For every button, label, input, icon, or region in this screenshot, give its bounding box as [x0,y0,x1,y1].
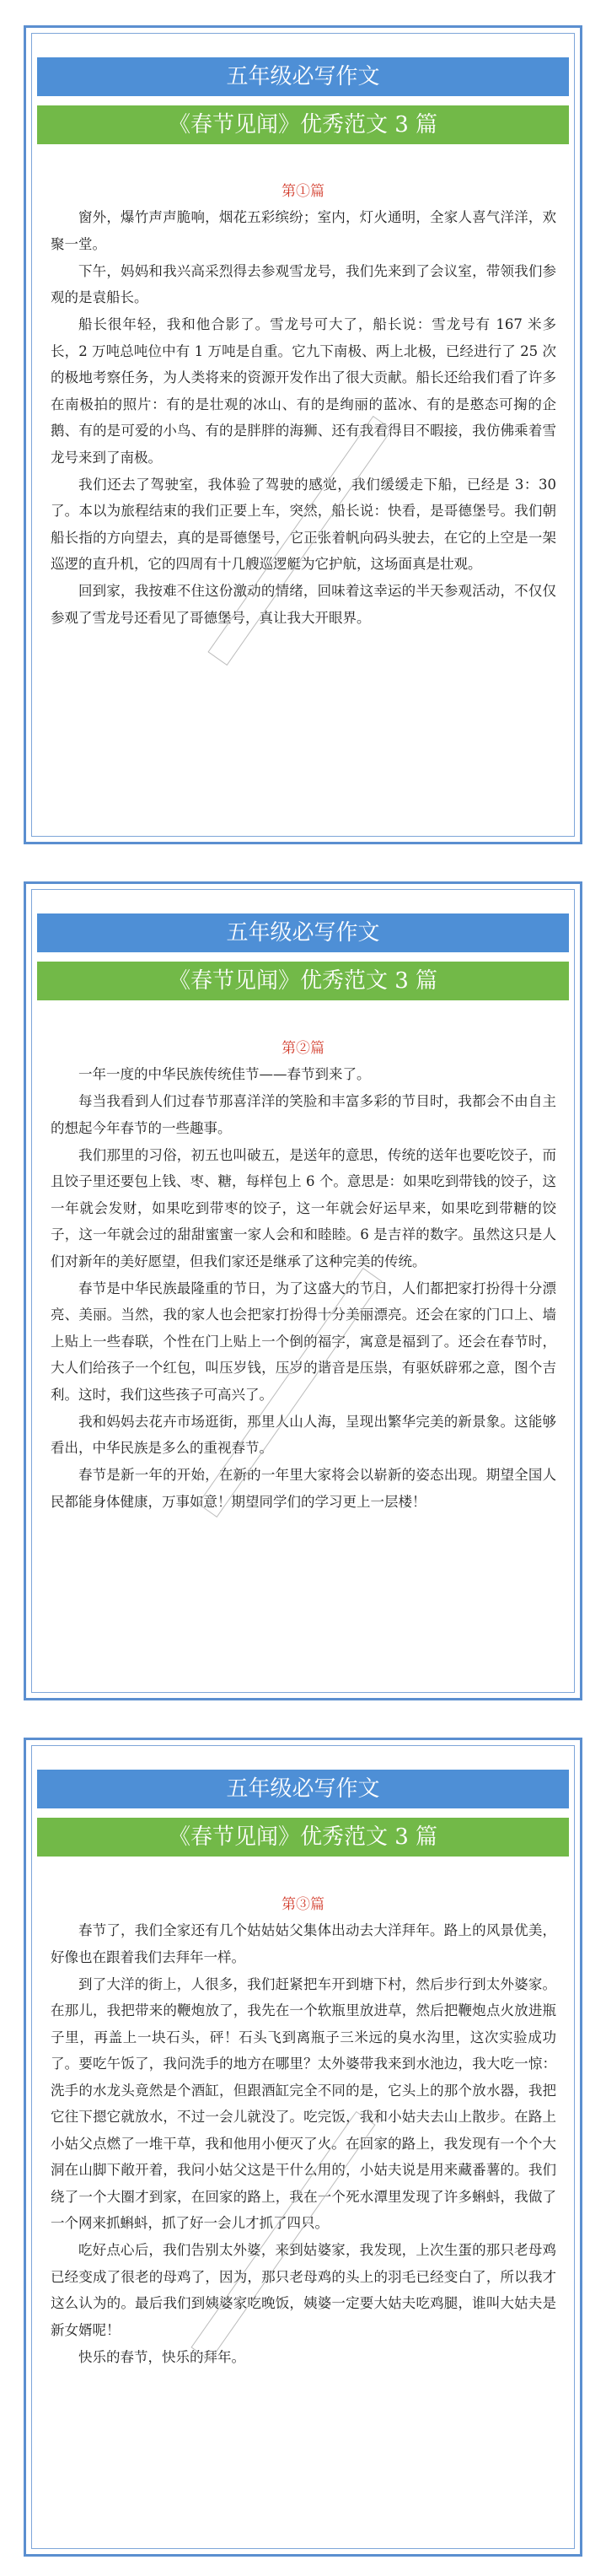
paragraph: 春节了，我们全家还有几个姑姑姑父集体出动去大洋拜年。路上的风景优美，好像也在跟着我们去拜年一样。 [51,1922,556,1965]
article-body [51,1061,556,1516]
paragraph: 快乐的春节，快乐的拜年。 [78,2348,245,2365]
header-title: 五年级必写作文 [37,57,569,96]
paragraph: 我和妈妈去花卉市场逛街，那里人山人海，呈现出繁华完美的新景象。这能够看出，中华民族是多么的重视春节。 [51,1413,556,1456]
paragraph: 回到家，我按难不住这份激动的情绪，回味着这幸运的半天参观活动，不仅仅参观了雪龙号还看见了哥德堡号，真让我大开眼界。 [51,583,556,626]
header-subtitle: 《春节见闻》优秀范文 3 篇 [37,962,569,1000]
article-title: 第①篇 [282,183,324,200]
header-subtitle: 《春节见闻》优秀范文 3 篇 [37,105,569,144]
header-subtitle: 《春节见闻》优秀范文 3 篇 [37,1818,569,1857]
article-body [51,204,556,632]
header-title: 五年级必写作文 [37,1770,569,1808]
article-body [51,1917,556,2371]
paragraph: 我们那里的习俗，初五也叫破五，是送年的意思，传统的送年也要吃饺子，而且饺子里还要包上钱、枣、糖，每样包上 6 个。意思是：如果吃到带钱的饺子，这一年就会发财，如果吃到带枣的饺子，这一年就会好运早来，如果吃到带糖的饺子，这一年就会过的甜甜蜜蜜一家人会和和睦睦。6 是吉祥的数字。虽然这只是人们对新年的美好愿望，但我们家还是继承了这种完美的传统。 [51,1146,556,1269]
paragraph: 春节是中华民族最隆重的节日，为了这盛大的节日，人们都把家打扮得十分漂亮、美丽。当然，我的家人也会把家打扮得十分美丽漂亮。还会在家的门口上、墙上贴上一些春联，个性在门上贴上一个倒的福字，寓意是福到了。还会在春节时，大人们给孩子一个红包，叫压岁钱，压岁的谐音是压祟，有驱妖辟邪之意，图个吉利。这时，我们这些孩子可高兴了。 [51,1280,556,1403]
paragraph: 船长很年轻，我和他合影了。雪龙号可大了，船长说：雪龙号有 167 米多长，2 万吨总吨位中有 1 万吨是自重。它九下南极、两上北极，已经进行了 25 次的极地考察任务，为人类将来的资源开发作出了很大贡献。船长还给我们看了许多在南极拍的照片：有的是壮观的冰山、有的是绚丽的蓝冰、有的是憨态可掬的企鹅、有的是可爱的小鸟、有的是胖胖的海狮、还有我看得目不暇接，我仿佛乘着雪龙号来到了南极。 [51,316,556,466]
article-title: 第③篇 [282,1896,324,1913]
article-title: 第②篇 [282,1040,324,1057]
paragraph: 吃好点心后，我们告别太外婆，来到姑婆家，我发现，上次生蛋的那只老母鸡已经变成了很老的母鸡了，因为，那只老母鸡的头上的羽毛已经变白了，所以我才这么认为的。最后我们到姨婆家吃晚饭，姨婆一定要大姑夫吃鸡腿，谁叫大姑夫是新女婿呢！ [51,2242,556,2338]
paragraph: 下午，妈妈和我兴高采烈得去参观雪龙号，我们先来到了会议室，带领我们参观的是袁船长。 [51,262,556,305]
paragraph: 每当我看到人们过春节那喜洋洋的笑脸和丰富多彩的节目时，我都会不由自主的想起今年春节的一些趣事。 [51,1093,556,1136]
paragraph: 一年一度的中华民族传统佳节——春节到来了。 [78,1066,371,1082]
header-title: 五年级必写作文 [37,913,569,952]
paragraph: 窗外，爆竹声声脆响，烟花五彩缤纷；室内，灯火通明，全家人喜气洋洋，欢聚一堂。 [51,209,556,252]
paragraph: 春节是新一年的开始，在新的一年里大家将会以崭新的姿态出现。期望全国人民都能身体健康，万事如意！期望同学们的学习更上一层楼！ [51,1467,556,1510]
paragraph: 到了大洋的街上，人很多，我们赶紧把车开到塘下村，然后步行到太外婆家。在那儿，我把带来的鞭炮放了，我先在一个软瓶里放进草，然后把鞭炮点火放进瓶子里，再盖上一块石头，砰！石头飞到离瓶子三米远的臭水沟里，这次实验成功了。要吃午饭了，我问洗手的地方在哪里？太外婆带我来到水池边，我大吃一惊：洗手的水龙头竟然是个酒缸，但跟酒缸完全不同的是，它头上的那个放水器，我把它往下摁它就放水，不过一会儿就没了。吃完饭，我和小姑夫去山上散步。在路上小姑父点燃了一堆干草，我和他用小便灭了火。在回家的路上，我发现有一个个大洞在山脚下敞开着，我问小姑父这是干什么用的，小姑夫说是用来藏番薯的。我们绕了一个大圈才到家，在回家的路上，我在一个死水潭里发现了许多蝌蚪，我做了一个网来抓蝌蚪，抓了好一会儿才抓了四只。 [51,1975,556,2231]
paragraph: 我们还去了驾驶室，我体验了驾驶的感觉，我们缓缓走下船，已经是 3：30 了。本以为旅程结束的我们正要上车，突然，船长说：快看，是哥德堡号。我们朝船长指的方向望去，真的是哥德堡号，它正张着帆向码头驶去，在它的上空是一架巡逻的直升机，它的四周有十几艘巡逻艇为它护航，这场面真是壮观。 [51,476,556,572]
